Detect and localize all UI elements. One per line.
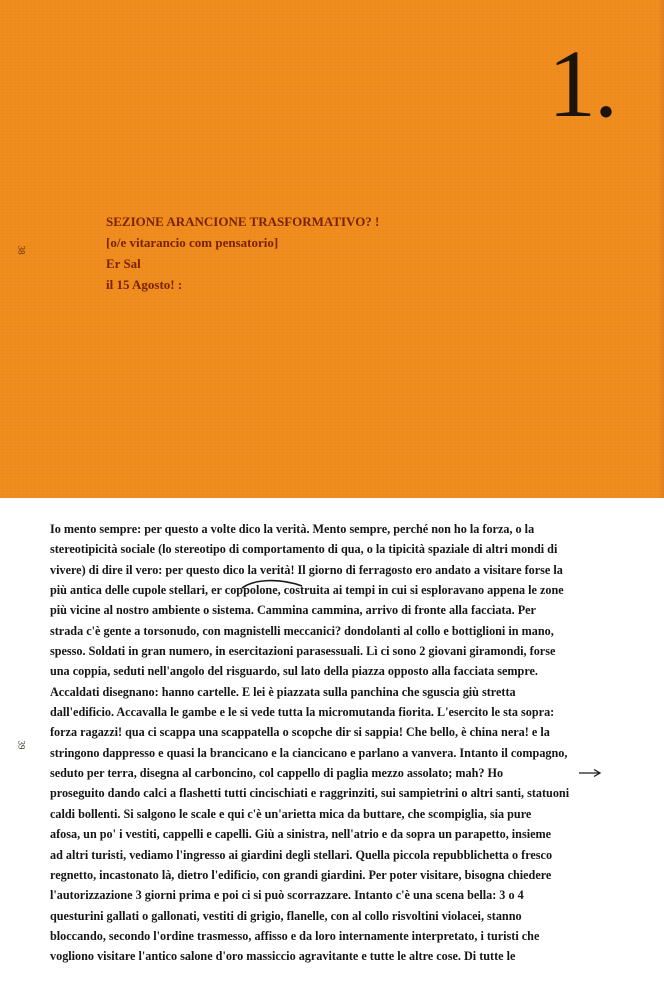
body-paragraph [50,519,630,967]
body-line: vogliono visitare l'antico salone d'oro massiccio agravitante e tutte le altre cose. Di tutte le [50,949,516,964]
section-subtitle: [o/e vitarancio com pensatorio] [106,235,279,250]
body-line: proseguito dando calci a flashetti tutti cincischiati e raggrinziti, sui sampietrini o altri santi, statuoni [50,786,570,801]
section-title: SEZIONE ARANCIONE TRASFORMATIVO? ! [106,214,380,229]
body-line: vivere) di dire il vero: per questo dico la verità! Il giorno di ferragosto ero andato a visitare forse la [50,562,563,577]
body-line: una coppia, seduti nell'angolo del risguardo, sul lato della piazza opposto alla facciata sempre. [50,664,538,679]
body-line: afosa, un po' i vestiti, cappelli e capelli. Giù a sinistra, nell'atrio e da sopra un parapetto, insieme [50,827,552,842]
body-line: dall'edificio. Accavalla le gambe e le si vede tutta la micromutanda fiorita. L'esercito le sta sopra: [50,705,555,720]
section-date: il 15 Agosto! : [106,277,183,292]
page-number-lower: 39 [16,740,27,750]
page-number-upper: 38 [16,245,27,255]
section-heading [106,211,379,295]
body-line: bloccando, secondo l'ordine trasmesso, affisso e da loro internamente interpretato, i turisti che [50,928,540,943]
chapter-number: 1. [548,30,616,137]
section-author: Er Sal [106,256,141,271]
body-line: più vicine al nostro ambiente o sistema. Cammina cammina, arrivo di fronte alla facciata. Per [50,603,536,618]
body-line: Io mento sempre: per questo a volte dico la verità. Mento sempre, perché non ho la forza, o la [50,522,535,536]
page-edge-shadow [658,0,664,498]
orange-section-page [0,0,664,498]
body-line: l'autorizzazione 3 giorni prima e poi ci si può scorrazzare. Intanto c'è una scena bella: 3 o 4 [50,888,524,903]
body-line: stringono dappresso e quasi la brancicano e la ciancicano e parlano a vanvera. Intanto il compagno, [50,745,568,760]
swash-mark-icon [240,578,304,590]
body-line: seduto per terra, disegna al carboncino, col cappello di paglia mezzo assolato; mah? Ho [50,766,504,781]
body-line: questurini gallati o gallonati, vestiti di grigio, flanelle, con al collo risvoltini violacei, stanno [50,908,522,923]
body-line: strada c'è gente a torsonudo, con magnistelli meccanici? dondolanti al collo e bottiglioni in mano, [50,623,554,638]
body-line: forza ragazzi! qua ci scappa una scappatella o scopche dir si sappia! Che bello, è china nera! e la [50,725,550,740]
body-line: più antica delle cupole stellari, er coppolone, costruita ai tempi in cui si esploravano appena le zone [50,583,564,598]
body-line: regnetto, incastonato là, dietro l'edificio, con grandi giardini. Per poter visitare, bisogna chiedere [50,867,552,882]
body-line: caldi bollenti. Si salgono le scale e qui c'è un'arietta mica da buttare, che scompiglia, sia pure [50,806,532,821]
body-line: stereotipicità sociale (lo stereotipo di comportamento di qua, o la tipicità spaziale di altri mondi di [50,542,558,557]
body-line: ad altri turisti, vediamo l'ingresso ai giardini degli stellari. Quella piccola repubblichetta o fresco [50,847,553,862]
right-arrow-icon [578,768,602,778]
body-line: Accaldati disegnano: hanno cartelle. E lei è piazzata sulla panchina che sguscia giù stretta [50,684,516,699]
body-line: spesso. Soldati in gran numero, in esercitazioni parasessuali. Lì ci sono 2 giovani giramondi, forse [50,644,556,659]
